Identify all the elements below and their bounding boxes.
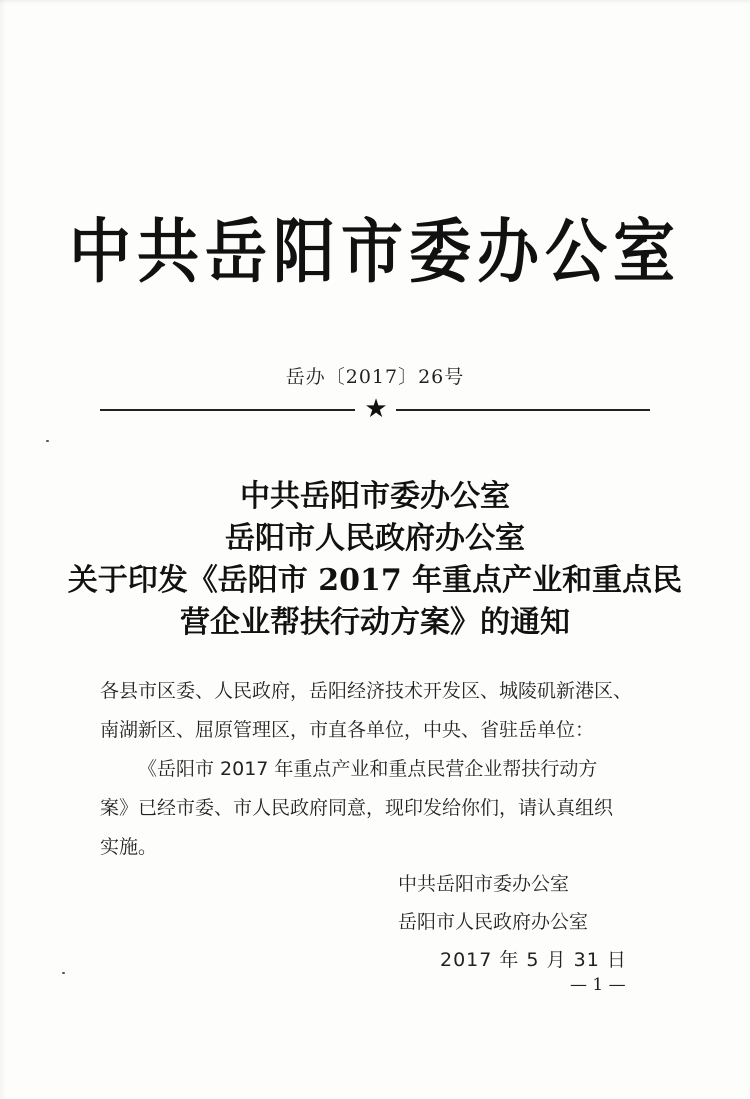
recipients-line-1: 各县市区委、人民政府，岳阳经济技术开发区、城陵矶新港区、 bbox=[100, 680, 633, 702]
title-line-2: 岳阳市人民政府办公室 bbox=[225, 521, 525, 556]
divider-line-right bbox=[396, 409, 650, 411]
issue-date: 2017 年 5 月 31 日 bbox=[440, 949, 627, 971]
divider-line-left bbox=[100, 409, 355, 411]
paragraph-line-1: 《岳阳市 2017 年重点产业和重点民营企业帮扶行动方 bbox=[138, 758, 598, 780]
scan-speck bbox=[46, 440, 49, 442]
document-number: 岳办〔2017〕26号 bbox=[285, 366, 465, 388]
notice-body bbox=[100, 672, 660, 867]
notice-title bbox=[0, 476, 750, 644]
title-line-3: 关于印发《岳阳市 2017 年重点产业和重点民 bbox=[67, 563, 683, 598]
issuer-2: 岳阳市人民政府办公室 bbox=[398, 911, 589, 933]
star-icon: ★ bbox=[364, 394, 388, 424]
paragraph-line-3: 实施。 bbox=[100, 836, 158, 858]
recipients-line-2: 南湖新区、屈原管理区，市直各单位，中央、省驻岳单位： bbox=[100, 719, 595, 741]
page-number: — 1 — bbox=[570, 975, 626, 995]
title-line-1: 中共岳阳市委办公室 bbox=[240, 479, 510, 514]
issuer-1: 中共岳阳市委办公室 bbox=[398, 873, 570, 895]
red-header-divider bbox=[100, 394, 650, 424]
title-line-4: 营企业帮扶行动方案》的通知 bbox=[180, 605, 570, 640]
scan-speck bbox=[62, 972, 65, 974]
masthead-title: 中共岳阳市委办公室 bbox=[68, 210, 681, 293]
signature-block bbox=[398, 865, 627, 979]
paragraph-line-2: 案》已经市委、市人民政府同意，现印发给你们，请认真组织 bbox=[100, 797, 614, 819]
